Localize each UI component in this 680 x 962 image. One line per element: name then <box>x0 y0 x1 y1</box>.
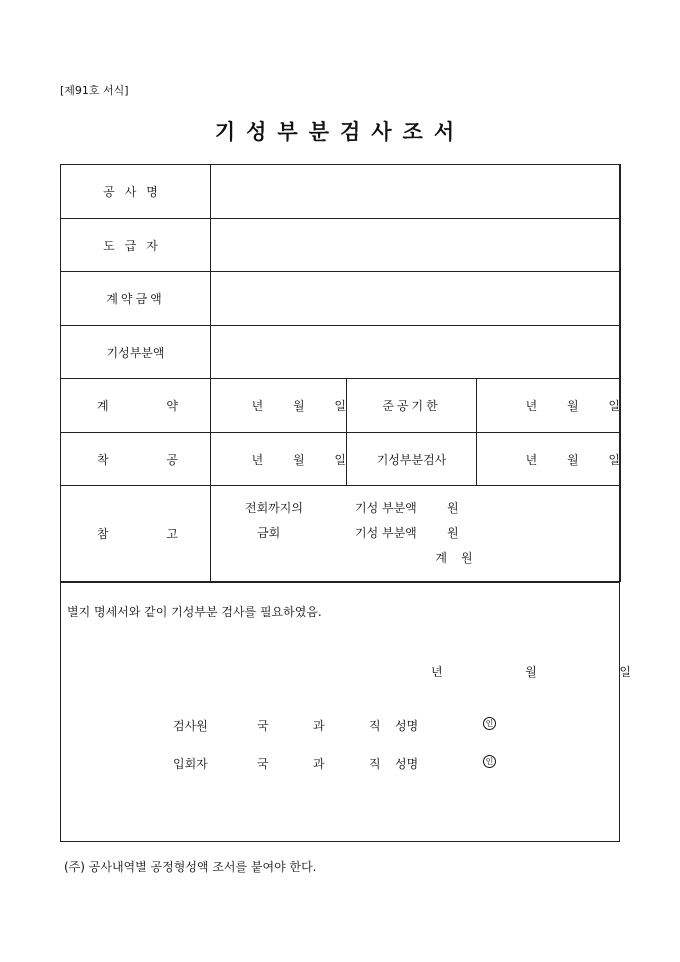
statement-month: 월 <box>525 665 537 679</box>
contract-year: 년 <box>251 399 264 413</box>
inspection-month: 월 <box>567 452 579 467</box>
reference-previous-label: 전회까지의 <box>245 501 303 515</box>
form-number: [제91호 서식] <box>60 84 129 97</box>
signer-witness <box>173 755 496 772</box>
row-start <box>61 433 621 486</box>
contract-day: 일 <box>334 399 346 413</box>
start-year: 년 <box>251 452 264 467</box>
label-start-b: 공 <box>166 452 178 467</box>
label-contract-a: 계 <box>97 399 109 413</box>
reference-previous-item: 기성 부분액 <box>355 501 417 515</box>
statement-area <box>61 582 631 843</box>
statement-year: 년 <box>431 665 443 679</box>
signer-role: 입회자 <box>173 757 208 771</box>
signer-inspector <box>173 717 496 734</box>
signer-bureau: 국 <box>257 757 269 771</box>
label-project-name: 공사명 <box>61 165 211 219</box>
inspection-form <box>60 164 631 842</box>
reference-current-item: 기성 부분액 <box>355 526 417 540</box>
signer-bureau: 국 <box>257 719 269 733</box>
signer-title: 직 <box>369 757 381 771</box>
label-partial-inspection: 기성부분검사 <box>347 433 477 486</box>
form-table <box>60 164 621 582</box>
contract-month: 월 <box>292 399 305 413</box>
row-project-name <box>61 165 621 219</box>
reference-total-label: 계 <box>435 551 447 565</box>
signer-division: 과 <box>313 719 325 733</box>
start-month: 월 <box>292 452 305 467</box>
statement-date[interactable] <box>431 663 631 680</box>
reference-previous-unit: 원 <box>447 501 459 515</box>
label-contract <box>61 379 211 433</box>
field-partial-amount[interactable] <box>211 326 621 379</box>
row-contractor <box>61 219 621 272</box>
reference-current-label: 금회 <box>257 526 281 540</box>
label-contractor: 도급자 <box>61 219 211 272</box>
field-project-name[interactable] <box>211 165 621 219</box>
deadline-day: 일 <box>608 399 621 413</box>
inspection-day: 일 <box>608 452 621 467</box>
label-contract-amount: 계약금액 <box>61 272 211 326</box>
inspection-year: 년 <box>525 452 538 467</box>
label-reference-b: 고 <box>166 527 178 541</box>
reference-line-current <box>245 521 620 546</box>
footnote: (주) 공사내역별 공정형성액 조서를 붙여야 한다. <box>64 860 317 874</box>
label-partial-amount: 기성부분액 <box>61 326 211 379</box>
seal-icon[interactable]: 인 <box>483 717 496 730</box>
signer-role: 검사원 <box>173 719 208 733</box>
deadline-year: 년 <box>525 399 538 413</box>
label-reference <box>61 486 211 582</box>
field-contract-amount[interactable] <box>211 272 621 326</box>
start-day: 일 <box>334 452 346 467</box>
reference-total-unit: 원 <box>461 551 473 565</box>
completion-deadline-date[interactable] <box>477 379 621 433</box>
row-contract-amount <box>61 272 621 326</box>
signer-name-label: 성명 <box>395 719 419 733</box>
signer-title: 직 <box>369 719 381 733</box>
field-reference[interactable] <box>211 486 621 582</box>
row-reference <box>61 486 621 582</box>
statement-day: 일 <box>619 665 631 679</box>
label-reference-a: 참 <box>97 527 109 541</box>
label-completion-deadline: 준공기한 <box>347 379 477 433</box>
label-start <box>61 433 211 486</box>
document-title: 기성부분검사조서 <box>214 119 466 144</box>
signer-division: 과 <box>313 757 325 771</box>
start-date[interactable] <box>211 433 347 486</box>
signer-name-label: 성명 <box>395 757 419 771</box>
field-contractor[interactable] <box>211 219 621 272</box>
reference-line-total <box>245 546 620 571</box>
seal-icon[interactable]: 인 <box>483 755 496 768</box>
label-start-a: 착 <box>97 452 109 467</box>
statement-text: 별지 명세서와 같이 기성부분 검사를 필요하였음. <box>67 605 322 619</box>
reference-line-previous <box>245 496 620 521</box>
label-contract-b: 약 <box>166 399 178 413</box>
reference-current-unit: 원 <box>447 526 459 540</box>
row-contract <box>61 379 621 433</box>
contract-date[interactable] <box>211 379 347 433</box>
deadline-month: 월 <box>567 399 579 413</box>
row-partial-amount <box>61 326 621 379</box>
partial-inspection-date[interactable] <box>477 433 621 486</box>
